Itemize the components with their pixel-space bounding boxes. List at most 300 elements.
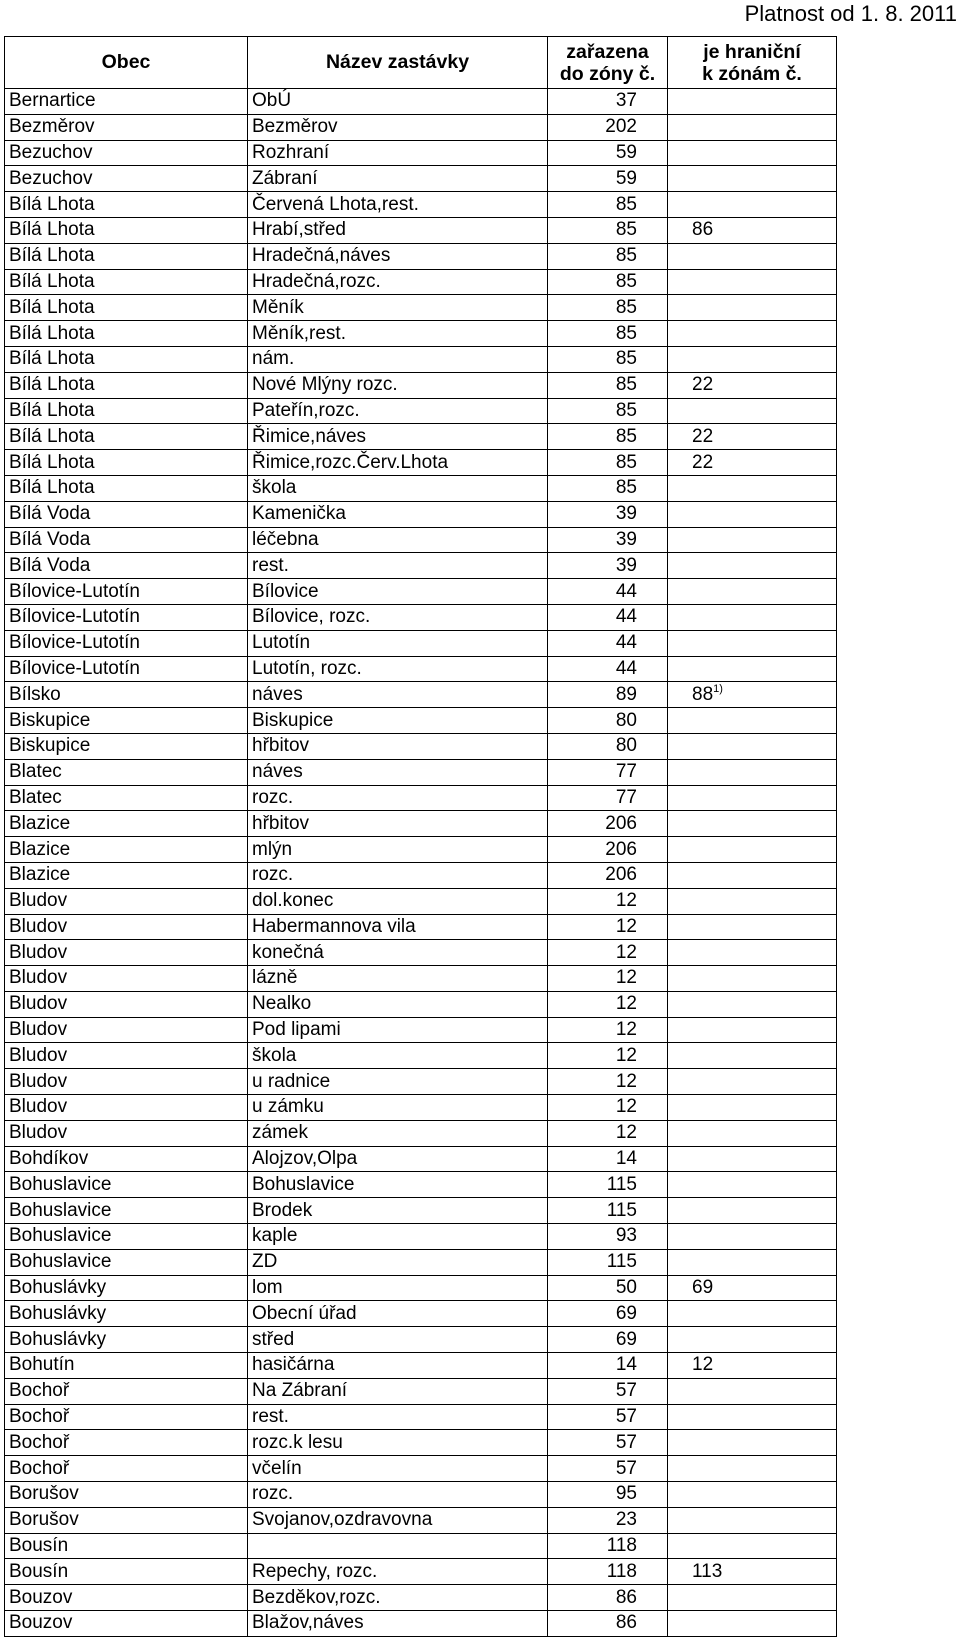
cell-obec-text: Bílá Lhota [9,296,95,318]
cell-hranicni [668,1069,837,1095]
cell-hranicni [668,321,837,347]
cell-zona [548,217,668,243]
cell-obec-text: Blatec [9,761,62,783]
table-row [5,733,837,759]
table-row [5,1404,837,1430]
table-row [5,888,837,914]
cell-obec [5,656,248,682]
cell-hranicni [668,733,837,759]
table-row [5,424,837,450]
cell-zastavka-text: kaple [252,1225,298,1247]
cell-zona-text: 85 [615,245,637,267]
cell-hranicni [668,114,837,140]
cell-obec [5,785,248,811]
cell-zastavka-text: Habermannova vila [252,915,416,937]
table-row [5,991,837,1017]
cell-zastavka [248,966,548,992]
header-zona-line2: do zóny č. [559,62,656,85]
cell-zona [548,372,668,398]
cell-zona-text: 77 [615,786,637,808]
cell-hranicni-text: 22 [692,451,714,473]
table-row [5,1353,837,1379]
cell-obec-text: Bludov [9,941,68,963]
cell-zastavka-text: u radnice [252,1070,331,1092]
table-row [5,166,837,192]
cell-zastavka-text: rest. [252,1406,289,1428]
cell-hranicni [668,1585,837,1611]
cell-hranicni-text: 88 [692,683,714,705]
cell-obec [5,1559,248,1585]
table-row [5,553,837,579]
cell-zastavka [248,759,548,785]
cell-obec-text: Bohuslavice [9,1251,112,1273]
cell-hranicni [668,1430,837,1456]
table-row [5,89,837,115]
cell-hranicni [668,1378,837,1404]
table-row [5,1224,837,1250]
table-row [5,579,837,605]
cell-zona-text: 85 [615,219,637,241]
cell-hranicni [668,785,837,811]
cell-hranicni [668,450,837,476]
cell-zona-text: 85 [615,322,637,344]
cell-zona-text: 85 [615,296,637,318]
cell-zona-text: 80 [615,709,637,731]
cell-zona [548,1120,668,1146]
cell-zastavka [248,708,548,734]
table-row [5,862,837,888]
cell-zastavka [248,1069,548,1095]
cell-zona [548,527,668,553]
cell-zona-text: 206 [605,864,637,886]
cell-obec-text: Bludov [9,890,68,912]
cell-zona-text: 115 [606,1251,637,1273]
cell-hranicni [668,1095,837,1121]
cell-zona-text: 206 [605,812,637,834]
cell-zona-text: 14 [615,1354,637,1376]
cell-obec-text: Bílá Lhota [9,245,95,267]
cell-obec-text: Bílá Voda [9,554,91,576]
cell-hranicni [668,991,837,1017]
cell-zona [548,991,668,1017]
cell-zona-text: 12 [615,890,637,912]
header-zona [548,37,668,89]
cell-zastavka [248,914,548,940]
cell-zona [548,579,668,605]
cell-hranicni [668,862,837,888]
cell-zastavka [248,89,548,115]
cell-zastavka [248,1559,548,1585]
cell-obec [5,1611,248,1637]
cell-zastavka [248,114,548,140]
cell-obec [5,1533,248,1559]
cell-hranicni [668,914,837,940]
cell-hranicni [668,166,837,192]
cell-obec-text: Blazice [9,864,71,886]
cell-zona [548,346,668,372]
cell-zastavka [248,1378,548,1404]
cell-obec [5,888,248,914]
cell-zastavka [248,1146,548,1172]
cell-obec-text: Biskupice [9,709,91,731]
cell-obec [5,1017,248,1043]
cell-zastavka-text: konečná [252,941,324,963]
cell-zona [548,1404,668,1430]
cell-zona [548,656,668,682]
cell-zona-text: 57 [615,1431,637,1453]
cell-zona-text: 118 [606,1560,637,1582]
cell-zastavka [248,1017,548,1043]
cell-zona [548,604,668,630]
cell-zona-text: 86 [615,1586,637,1608]
cell-zastavka-text: mlýn [252,838,293,860]
cell-zastavka [248,1198,548,1224]
cell-zona [548,1224,668,1250]
table-row [5,321,837,347]
cell-zona [548,733,668,759]
cell-obec [5,450,248,476]
cell-obec-text: Bochoř [9,1431,70,1453]
cell-zastavka-text: Nealko [252,993,312,1015]
zone-table [4,36,837,1637]
cell-hranicni [668,1224,837,1250]
cell-hranicni [668,424,837,450]
cell-zona [548,1533,668,1559]
cell-zona-text: 93 [615,1225,637,1247]
cell-zona-text: 44 [615,580,637,602]
cell-zastavka-text: ZD [252,1251,278,1273]
cell-zona-text: 12 [615,967,637,989]
cell-zastavka [248,501,548,527]
cell-hranicni-text: 12 [692,1354,714,1376]
cell-obec [5,1430,248,1456]
cell-zona-text: 80 [615,735,637,757]
cell-zastavka [248,1585,548,1611]
cell-obec-text: Bousín [9,1560,69,1582]
cell-zona [548,1172,668,1198]
cell-zastavka-text: nám. [252,348,295,370]
cell-obec [5,1301,248,1327]
cell-obec-text: Bochoř [9,1457,70,1479]
table-row [5,604,837,630]
table-row [5,656,837,682]
cell-hranicni [668,1353,837,1379]
cell-obec [5,1069,248,1095]
cell-obec-text: Bochoř [9,1406,70,1428]
cell-hranicni [668,1559,837,1585]
cell-zona-text: 44 [615,657,637,679]
cell-obec [5,553,248,579]
cell-zona [548,1146,668,1172]
cell-obec [5,1482,248,1508]
cell-zona [548,862,668,888]
cell-zastavka [248,1430,548,1456]
cell-zona-text: 69 [615,1328,637,1350]
cell-obec-text: Bílá Lhota [9,451,95,473]
header-hranicni-line2: k zónám č. [702,62,802,85]
table-body [5,89,837,1637]
cell-obec [5,1327,248,1353]
cell-obec-text: Bezměrov [9,116,95,138]
cell-zastavka [248,1533,548,1559]
cell-obec [5,1275,248,1301]
cell-hranicni [668,1172,837,1198]
cell-zona [548,1430,668,1456]
table-row [5,527,837,553]
cell-obec-text: Bílá Lhota [9,193,95,215]
table-row [5,1585,837,1611]
cell-hranicni [668,243,837,269]
cell-hranicni [668,1043,837,1069]
cell-hranicni [668,579,837,605]
header-hranicni-line1: je hraniční [703,40,801,63]
cell-zona [548,759,668,785]
cell-zastavka-text: Hrabí,střed [252,219,346,241]
cell-obec-text: Biskupice [9,735,91,757]
cell-zastavka [248,1224,548,1250]
cell-hranicni [668,811,837,837]
header-zastavka: Název zastávky [248,37,548,89]
table-row [5,914,837,940]
cell-zastavka-text: Lutotín [252,632,311,654]
cell-zona [548,1095,668,1121]
cell-hranicni [668,1120,837,1146]
cell-obec-text: Bludov [9,993,68,1015]
cell-obec [5,192,248,218]
table-header [5,37,837,89]
cell-zona-text: 39 [615,528,637,550]
table-row [5,398,837,424]
cell-zona-text: 118 [606,1535,637,1557]
cell-zona [548,140,668,166]
cell-zastavka [248,1249,548,1275]
table-row [5,966,837,992]
cell-zona [548,1198,668,1224]
cell-zona [548,1069,668,1095]
cell-obec-text: Bohuslávky [9,1302,107,1324]
cell-zastavka-text: Bezděkov,rozc. [252,1586,381,1608]
cell-zona-text: 57 [615,1406,637,1428]
cell-zona [548,1353,668,1379]
cell-zastavka [248,811,548,837]
cell-zona [548,1327,668,1353]
cell-zona [548,1507,668,1533]
table-row [5,1172,837,1198]
cell-zona [548,1482,668,1508]
cell-obec [5,475,248,501]
cell-obec-text: Bezuchov [9,167,93,189]
cell-obec [5,811,248,837]
cell-zona [548,424,668,450]
cell-zastavka-text: Pateřín,rozc. [252,399,360,421]
cell-obec [5,1456,248,1482]
cell-obec-text: Bouzov [9,1612,73,1634]
cell-hranicni [668,527,837,553]
cell-zona-text: 206 [605,838,637,860]
cell-obec [5,398,248,424]
cell-zastavka-text: Biskupice [252,709,334,731]
cell-zastavka-text: Bílovice [252,580,319,602]
cell-hranicni [668,604,837,630]
cell-zastavka-text: Hradečná,rozc. [252,270,381,292]
cell-zona [548,1249,668,1275]
cell-zona [548,1017,668,1043]
cell-zona [548,114,668,140]
footnote-marker: 1) [713,682,723,695]
cell-hranicni [668,888,837,914]
cell-obec-text: Bílá Lhota [9,477,95,499]
cell-zona-text: 14 [615,1148,637,1170]
cell-zastavka [248,682,548,708]
cell-zona-text: 85 [615,477,637,499]
cell-zona-text: 95 [615,1483,637,1505]
cell-zona-text: 39 [615,554,637,576]
cell-zastavka [248,1172,548,1198]
cell-zona [548,89,668,115]
cell-obec-text: Bílá Voda [9,503,91,525]
cell-obec [5,372,248,398]
cell-zastavka-text: rozc. [252,1483,294,1505]
cell-obec-text: Bohuslávky [9,1328,107,1350]
cell-hranicni [668,295,837,321]
cell-zona-text: 115 [606,1173,637,1195]
table-row [5,1275,837,1301]
cell-zastavka-text: Na Zábraní [252,1380,348,1402]
table-row [5,682,837,708]
cell-obec-text: Bílovice-Lutotín [9,657,140,679]
cell-obec [5,295,248,321]
cell-obec [5,630,248,656]
cell-zastavka-text: škola [252,477,297,499]
cell-obec-text: Bílovice-Lutotín [9,632,140,654]
cell-obec [5,1146,248,1172]
table-row [5,837,837,863]
cell-hranicni [668,759,837,785]
cell-zastavka-text: Lutotín, rozc. [252,657,362,679]
cell-zona-text: 59 [615,141,637,163]
cell-obec [5,862,248,888]
cell-zona-text: 85 [615,193,637,215]
table-row [5,1120,837,1146]
cell-zastavka-text: náves [252,683,303,705]
cell-zona [548,630,668,656]
cell-zastavka [248,166,548,192]
cell-zastavka [248,785,548,811]
cell-obec [5,217,248,243]
cell-zastavka [248,1482,548,1508]
cell-zastavka-text: zámek [252,1122,308,1144]
cell-zona [548,1378,668,1404]
table-row [5,140,837,166]
cell-obec-text: Bílovice-Lutotín [9,580,140,602]
cell-zona-text: 85 [615,374,637,396]
header-zona-line1: zařazena [566,40,649,63]
table-row [5,1198,837,1224]
cell-zastavka [248,217,548,243]
cell-zona [548,450,668,476]
cell-obec [5,1404,248,1430]
cell-obec [5,1507,248,1533]
cell-obec [5,527,248,553]
cell-zona [548,914,668,940]
cell-zastavka [248,450,548,476]
cell-obec-text: Bohuslávky [9,1277,107,1299]
cell-obec [5,1095,248,1121]
table-row [5,1456,837,1482]
cell-zona [548,1585,668,1611]
cell-zona [548,708,668,734]
cell-obec-text: Bílá Lhota [9,322,95,344]
table-row [5,1095,837,1121]
cell-obec [5,579,248,605]
cell-obec [5,1198,248,1224]
table-row [5,1301,837,1327]
cell-obec-text: Bludov [9,1096,68,1118]
cell-zona-text: 12 [615,1044,637,1066]
table-row [5,1249,837,1275]
cell-zastavka-text: hřbitov [252,735,310,757]
cell-hranicni [668,656,837,682]
table-row [5,192,837,218]
cell-zona [548,192,668,218]
cell-hranicni [668,1533,837,1559]
cell-hranicni [668,682,837,708]
cell-zona [548,475,668,501]
cell-zona [548,940,668,966]
cell-zastavka [248,991,548,1017]
cell-zastavka-text: Pod lipami [252,1019,341,1041]
cell-obec [5,1043,248,1069]
cell-zona-text: 12 [615,915,637,937]
cell-obec-text: Bochoř [9,1380,70,1402]
cell-zastavka-text: Zábraní [252,167,318,189]
cell-zastavka [248,940,548,966]
cell-zastavka [248,424,548,450]
cell-zona [548,1559,668,1585]
cell-obec-text: Blazice [9,838,71,860]
cell-zona-text: 12 [615,1096,637,1118]
cell-hranicni [668,1249,837,1275]
cell-zona-text: 39 [615,503,637,525]
cell-obec-text: Bludov [9,967,68,989]
table-row [5,785,837,811]
cell-zastavka-text: škola [252,1044,297,1066]
cell-hranicni [668,1482,837,1508]
cell-zastavka-text: včelín [252,1457,302,1479]
cell-hranicni [668,140,837,166]
cell-zona-text: 86 [615,1612,637,1634]
cell-zona-text: 23 [615,1509,637,1531]
cell-zastavka [248,862,548,888]
cell-obec [5,89,248,115]
cell-zastavka-text: Měník [252,296,304,318]
cell-obec [5,243,248,269]
cell-zastavka [248,1095,548,1121]
cell-zona [548,166,668,192]
cell-obec-text: Borušov [9,1509,79,1531]
cell-obec [5,501,248,527]
cell-hranicni [668,966,837,992]
cell-hranicni [668,708,837,734]
cell-hranicni [668,1198,837,1224]
cell-obec-text: Bludov [9,915,68,937]
cell-zona [548,243,668,269]
cell-zastavka-text: Červená Lhota,rest. [252,193,419,215]
table-row [5,475,837,501]
table-row [5,1017,837,1043]
cell-obec-text: Bouzov [9,1586,73,1608]
table-row [5,114,837,140]
